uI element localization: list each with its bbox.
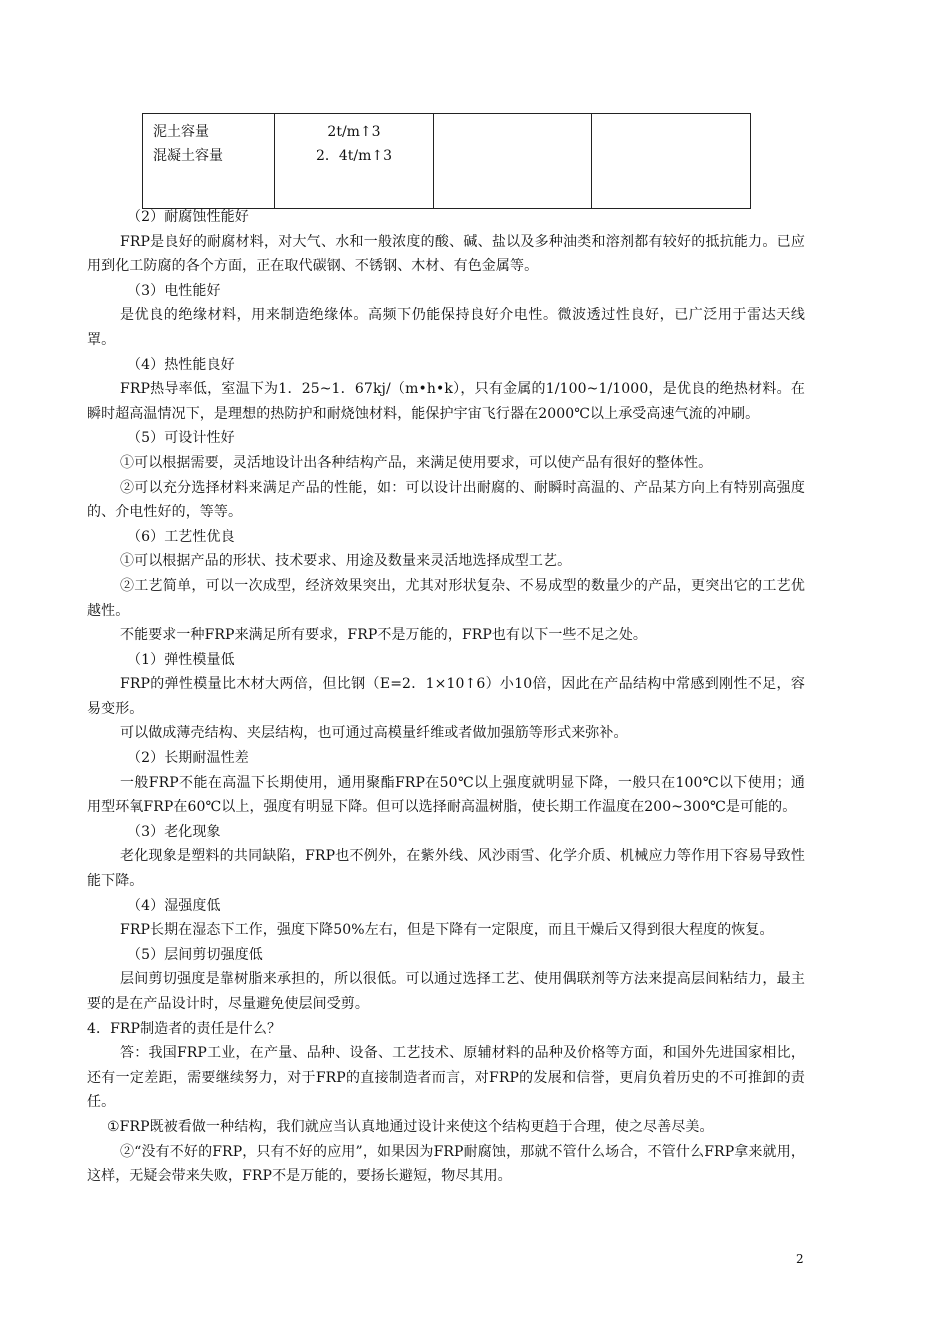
cell-text: 混凝土容量 bbox=[153, 148, 223, 164]
page-number: 2 bbox=[796, 1252, 804, 1266]
section-heading: （1）弹性模量低 bbox=[127, 651, 235, 668]
paragraph: ①可以根据产品的形状、技术要求、用途及数量来灵活地选择成型工艺。 bbox=[120, 553, 572, 570]
section-heading: （5）可设计性好 bbox=[127, 430, 235, 447]
paragraph: 可以做成薄壳结构、夹层结构，也可通过高模量纤维或者做加强筋等形式来弥补。 bbox=[120, 725, 628, 742]
paragraph: 4．FRP制造者的责任是什么？ bbox=[87, 1020, 282, 1037]
section-heading: （3）老化现象 bbox=[127, 823, 221, 840]
section-heading: （6）工艺性优良 bbox=[127, 528, 235, 545]
body-text bbox=[87, 205, 805, 1189]
paragraph: 一般FRP不能在高温下长期使用，通用聚酯FRP在50℃以上强度就明显下降，一般只在100℃以下使用；通用型环氧FRP在60℃以上，强度有明显下降。但可以选择耐高温树脂，使长期工作温度在200~300℃是可能的。 bbox=[87, 774, 805, 816]
paragraph: FRP热导率低，室温下为1．25~1．67kj/（m•h•k），只有金属的1/100~1/1000，是优良的绝热材料。在瞬时超高温情况下，是理想的热防护和耐烧蚀材料，能保护宇宙飞行器在2000℃以上承受高速气流的冲刷。 bbox=[87, 381, 805, 422]
table-cell-empty bbox=[592, 114, 751, 209]
paragraph: ②“没有不好的FRP，只有不好的应用”，如果因为FRP耐腐蚀，那就不管什么场合，不管什么FRP拿来就用，这样，无疑会带来失败，FRP不是万能的，要扬长避短，物尽其用。 bbox=[87, 1143, 805, 1185]
paragraph: 是优良的绝缘材料，用来制造绝缘体。高频下仍能保持良好介电性。微波透过性良好，已广泛用于雷达天线罩。 bbox=[87, 307, 805, 348]
table-cell-empty bbox=[434, 114, 592, 209]
section-heading: （4）热性能良好 bbox=[127, 356, 235, 373]
paragraph: ①可以根据需要，灵活地设计出各种结构产品，来满足使用要求，可以使产品有很好的整体性。 bbox=[120, 454, 713, 471]
section-heading: （5）层间剪切强度低 bbox=[127, 946, 263, 963]
section-heading: （2）耐腐蚀性能好 bbox=[127, 209, 249, 225]
table-cell-density bbox=[275, 114, 434, 209]
section-heading: （2）长期耐温性差 bbox=[127, 750, 249, 767]
paragraph: FRP长期在湿态下工作，强度下降50%左右，但是下降有一定限度，而且干燥后又得到很大程度的恢复。 bbox=[120, 922, 774, 939]
material-density-table bbox=[142, 113, 751, 209]
section-heading: （3）电性能好 bbox=[127, 282, 221, 299]
paragraph: FRP是良好的耐腐材料，对大气、水和一般浓度的酸、碱、盐以及多种油类和溶剂都有较好的抵抗能力。已应用到化工防腐的各个方面，正在取代碳钢、不锈钢、木材、有色金属等。 bbox=[87, 233, 805, 275]
paragraph: FRP的弹性模量比木材大两倍，但比钢（E=2．1×10↑6）小10倍，因此在产品结构中常感到刚性不足，容易变形。 bbox=[87, 676, 805, 717]
paragraph: ①FRP既被看做一种结构，我们就应当认真地通过设计来使这个结构更趋于合理，使之尽善尽美。 bbox=[107, 1118, 714, 1135]
section-heading: （4）湿强度低 bbox=[127, 897, 221, 914]
table-cell-material bbox=[143, 114, 275, 209]
table-row bbox=[143, 114, 751, 209]
paragraph: ②可以充分选择材料来满足产品的性能，如：可以设计出耐腐的、耐瞬时高温的、产品某方向上有特别高强度的、介电性好的，等等。 bbox=[87, 479, 805, 521]
cell-text: 泥土容量 bbox=[153, 124, 209, 140]
paragraph: ②工艺简单，可以一次成型，经济效果突出，尤其对形状复杂、不易成型的数量少的产品，更突出它的工艺优越性。 bbox=[87, 577, 805, 619]
cell-text: 2t/m↑3 bbox=[327, 124, 381, 140]
paragraph: 不能要求一种FRP来满足所有要求，FRP不是万能的，FRP也有以下一些不足之处。 bbox=[120, 627, 648, 644]
paragraph: 答：我国FRP工业，在产量、品种、设备、工艺技术、原辅材料的品种及价格等方面，和国外先进国家相比，还有一定差距，需要继续努力，对于FRP的直接制造者而言，对FRP的发展和信誉，更肩负着历史的不可推卸的责任。 bbox=[87, 1045, 805, 1111]
paragraph: 老化现象是塑料的共同缺陷，FRP也不例外，在紫外线、风沙雨雪、化学介质、机械应力等作用下容易导致性能下降。 bbox=[87, 848, 805, 890]
paragraph: 层间剪切强度是靠树脂来承担的，所以很低。可以通过选择工艺、使用偶联剂等方法来提高层间粘结力，最主要的是在产品设计时，尽量避免使层间受剪。 bbox=[87, 971, 805, 1012]
cell-text: 2．4t/m↑3 bbox=[315, 148, 393, 164]
